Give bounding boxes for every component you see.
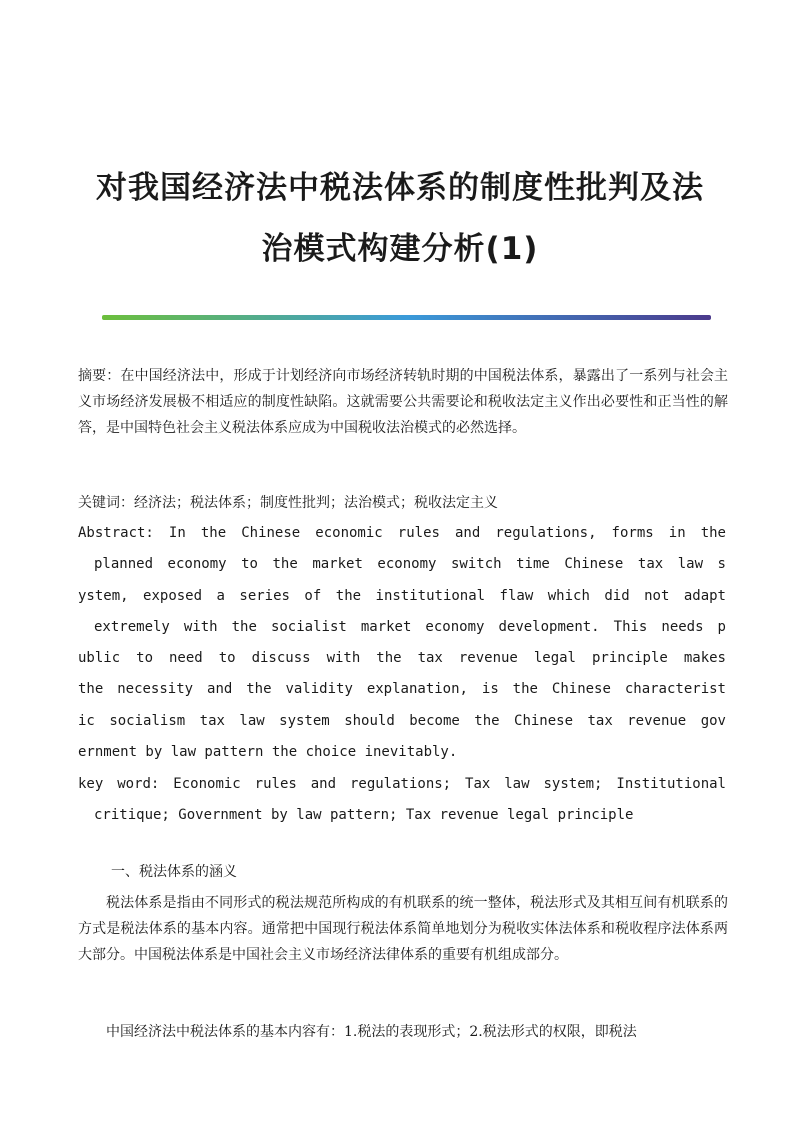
abstract-english-line: Abstract: In the Chinese economic rules and regulations, forms in the bbox=[78, 525, 726, 541]
section-paragraph: 中国经济法中税法体系的基本内容有：1.税法的表现形式；2.税法形式的权限，即税法 bbox=[106, 1024, 637, 1040]
keywords-english-line: key word: Economic rules and regulations; Tax law system; Institutional bbox=[78, 776, 726, 792]
abstract-english-line: planned economy to the market economy switch time Chinese tax law s bbox=[94, 556, 726, 573]
document-title-line-1: 对我国经济法中税法体系的制度性批判及法 bbox=[96, 170, 704, 206]
abstract-english bbox=[78, 518, 726, 768]
keywords-english bbox=[78, 769, 726, 832]
document-title-line-2: 治模式构建分析(1) bbox=[261, 231, 539, 267]
abstract-english-line: ystem, exposed a series of the institutional flaw which did not adapt bbox=[78, 587, 726, 604]
abstract-english-line: extremely with the socialist market economy development. This needs p bbox=[94, 618, 726, 635]
title-divider bbox=[102, 315, 711, 320]
abstract-english-line: ic socialism tax law system should become the Chinese tax revenue gov bbox=[78, 712, 726, 729]
abstract-english-line: ernment by law pattern the choice inevitably. bbox=[78, 744, 458, 761]
section-paragraph: 税法体系是指由不同形式的税法规范所构成的有机联系的统一整体，税法形式及其相互间有机联系的方式是税法体系的基本内容。通常把中国现行税法体系简单地划分为税收实体法体系和税收程序法体系两大部分。中国税法体系是中国社会主义市场经济法律体系的重要有机组成部分。 bbox=[78, 895, 728, 963]
abstract-chinese: 摘要：在中国经济法中，形成于计划经济向市场经济转轨时期的中国税法体系，暴露出了一系列与社会主义市场经济发展极不相适应的制度性缺陷。这就需要公共需要论和税收法定主义作出必要性和正当性的解答，是中国特色社会主义税法体系应成为中国税收法治模式的必然选择。 bbox=[78, 368, 728, 436]
abstract-english-line: the necessity and the validity explanation, is the Chinese characterist bbox=[78, 681, 726, 698]
abstract-english-line: ublic to need to discuss with the tax revenue legal principle makes bbox=[78, 650, 726, 667]
keywords-english-line: critique; Government by law pattern; Tax revenue legal principle bbox=[94, 807, 634, 824]
section-heading: 一、税法体系的涵义 bbox=[111, 864, 237, 880]
keywords-chinese: 关键词：经济法；税法体系；制度性批判；法治模式；税收法定主义 bbox=[78, 495, 498, 511]
